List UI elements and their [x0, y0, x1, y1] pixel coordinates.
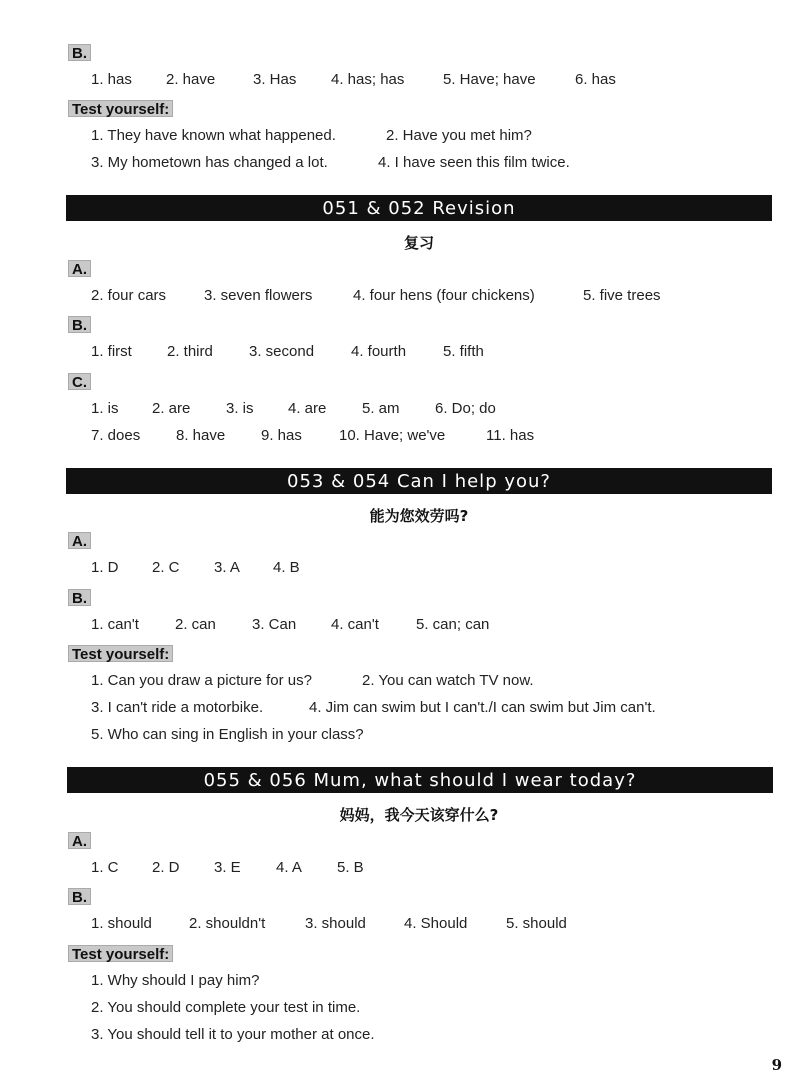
answer-item: 1. first [91, 343, 132, 360]
answer-item: 3. seven flowers [204, 287, 313, 304]
answer-item: 2. third [167, 343, 213, 360]
section-a-label: A. [68, 260, 91, 277]
answer-item: 2. have [166, 71, 216, 88]
answer-item: 4. fourth [351, 343, 407, 360]
answer-item: 1. Why should I pay him? [91, 972, 260, 989]
answer-item: 5. should [506, 915, 567, 932]
answer-item: 1. C [91, 859, 119, 876]
test-yourself-label: Test yourself: [68, 100, 173, 117]
answer-item: 2. You should complete your test in time. [91, 999, 361, 1016]
page-number: 9 [771, 1056, 782, 1074]
section-title-bar: 053 & 054 Can I help you? [66, 468, 772, 494]
answer-item: 2. are [152, 400, 191, 417]
answer-item: 2. Have you met him? [386, 127, 532, 144]
section-title-bar: 051 & 052 Revision [66, 195, 772, 221]
section-subtitle-cn: 妈妈，我今天该穿什么? [339, 806, 499, 824]
answer-item: 1. They have known what happened. [91, 127, 336, 144]
answer-item: 3. I can't ride a motorbike. [91, 699, 264, 716]
answer-item: 9. has [261, 427, 302, 444]
answer-item: 1. has [91, 71, 132, 88]
answer-item: 3. second [249, 343, 315, 360]
answer-item: 3. Can [252, 616, 297, 633]
section-title-bar: 055 & 056 Mum, what should I wear today? [67, 767, 773, 793]
answer-item: 11. has [486, 427, 535, 444]
answer-item: 1. Can you draw a picture for us? [91, 672, 312, 689]
answer-item: 4. has; has [331, 71, 405, 88]
section-b-label: B. [68, 316, 91, 333]
section-a-label: A. [68, 832, 91, 849]
answer-item: 2. You can watch TV now. [362, 672, 534, 689]
answer-item: 3. should [305, 915, 366, 932]
section-c-label: C. [68, 373, 91, 390]
answer-item: 1. can't [91, 616, 139, 633]
answer-item: 5. am [362, 400, 400, 417]
answer-item: 2. D [152, 859, 180, 876]
answer-item: 5. Have; have [443, 71, 536, 88]
answer-item: 5. Who can sing in English in your class? [91, 726, 364, 743]
section-subtitle-cn: 复习 [403, 234, 434, 252]
answer-item: 3. E [214, 859, 241, 876]
answer-item: 1. D [91, 559, 119, 576]
section-b-label: B. [68, 44, 91, 61]
answer-item: 6. Do; do [435, 400, 496, 417]
answer-item: 6. has [575, 71, 616, 88]
answer-item: 7. does [91, 427, 141, 444]
answer-item: 4. are [288, 400, 327, 417]
answer-item: 4. Jim can swim but I can't./I can swim but Jim can't. [309, 699, 656, 716]
answer-item: 4. B [273, 559, 300, 576]
answer-item: 4. Should [404, 915, 468, 932]
answer-item: 3. A [214, 559, 240, 576]
answer-item: 3. My hometown has changed a lot. [91, 154, 328, 171]
answer-item: 5. can; can [416, 616, 490, 633]
answer-item: 10. Have; we've [339, 427, 446, 444]
answer-item: 3. Has [253, 71, 297, 88]
test-yourself-label: Test yourself: [68, 945, 173, 962]
answer-item: 2. C [152, 559, 180, 576]
section-subtitle-cn: 能为您效劳吗? [369, 507, 469, 525]
answer-item: 4. I have seen this film twice. [378, 154, 570, 171]
section-a-label: A. [68, 532, 91, 549]
answer-item: 2. can [175, 616, 216, 633]
answer-item: 3. is [226, 400, 254, 417]
answer-item: 2. four cars [91, 287, 167, 304]
answer-item: 2. shouldn't [189, 915, 266, 932]
answer-item: 4. can't [331, 616, 379, 633]
answer-item: 8. have [176, 427, 226, 444]
answer-item: 5. fifth [443, 343, 484, 360]
answer-item: 3. You should tell it to your mother at once. [91, 1026, 375, 1043]
section-b-label: B. [68, 589, 91, 606]
section-b-label: B. [68, 888, 91, 905]
answer-item: 5. B [337, 859, 364, 876]
answer-item: 4. four hens (four chickens) [353, 287, 535, 304]
answer-item: 5. five trees [583, 287, 661, 304]
test-yourself-label: Test yourself: [68, 645, 173, 662]
answer-item: 4. A [276, 859, 302, 876]
answer-item: 1. is [91, 400, 119, 417]
answer-item: 1. should [91, 915, 152, 932]
